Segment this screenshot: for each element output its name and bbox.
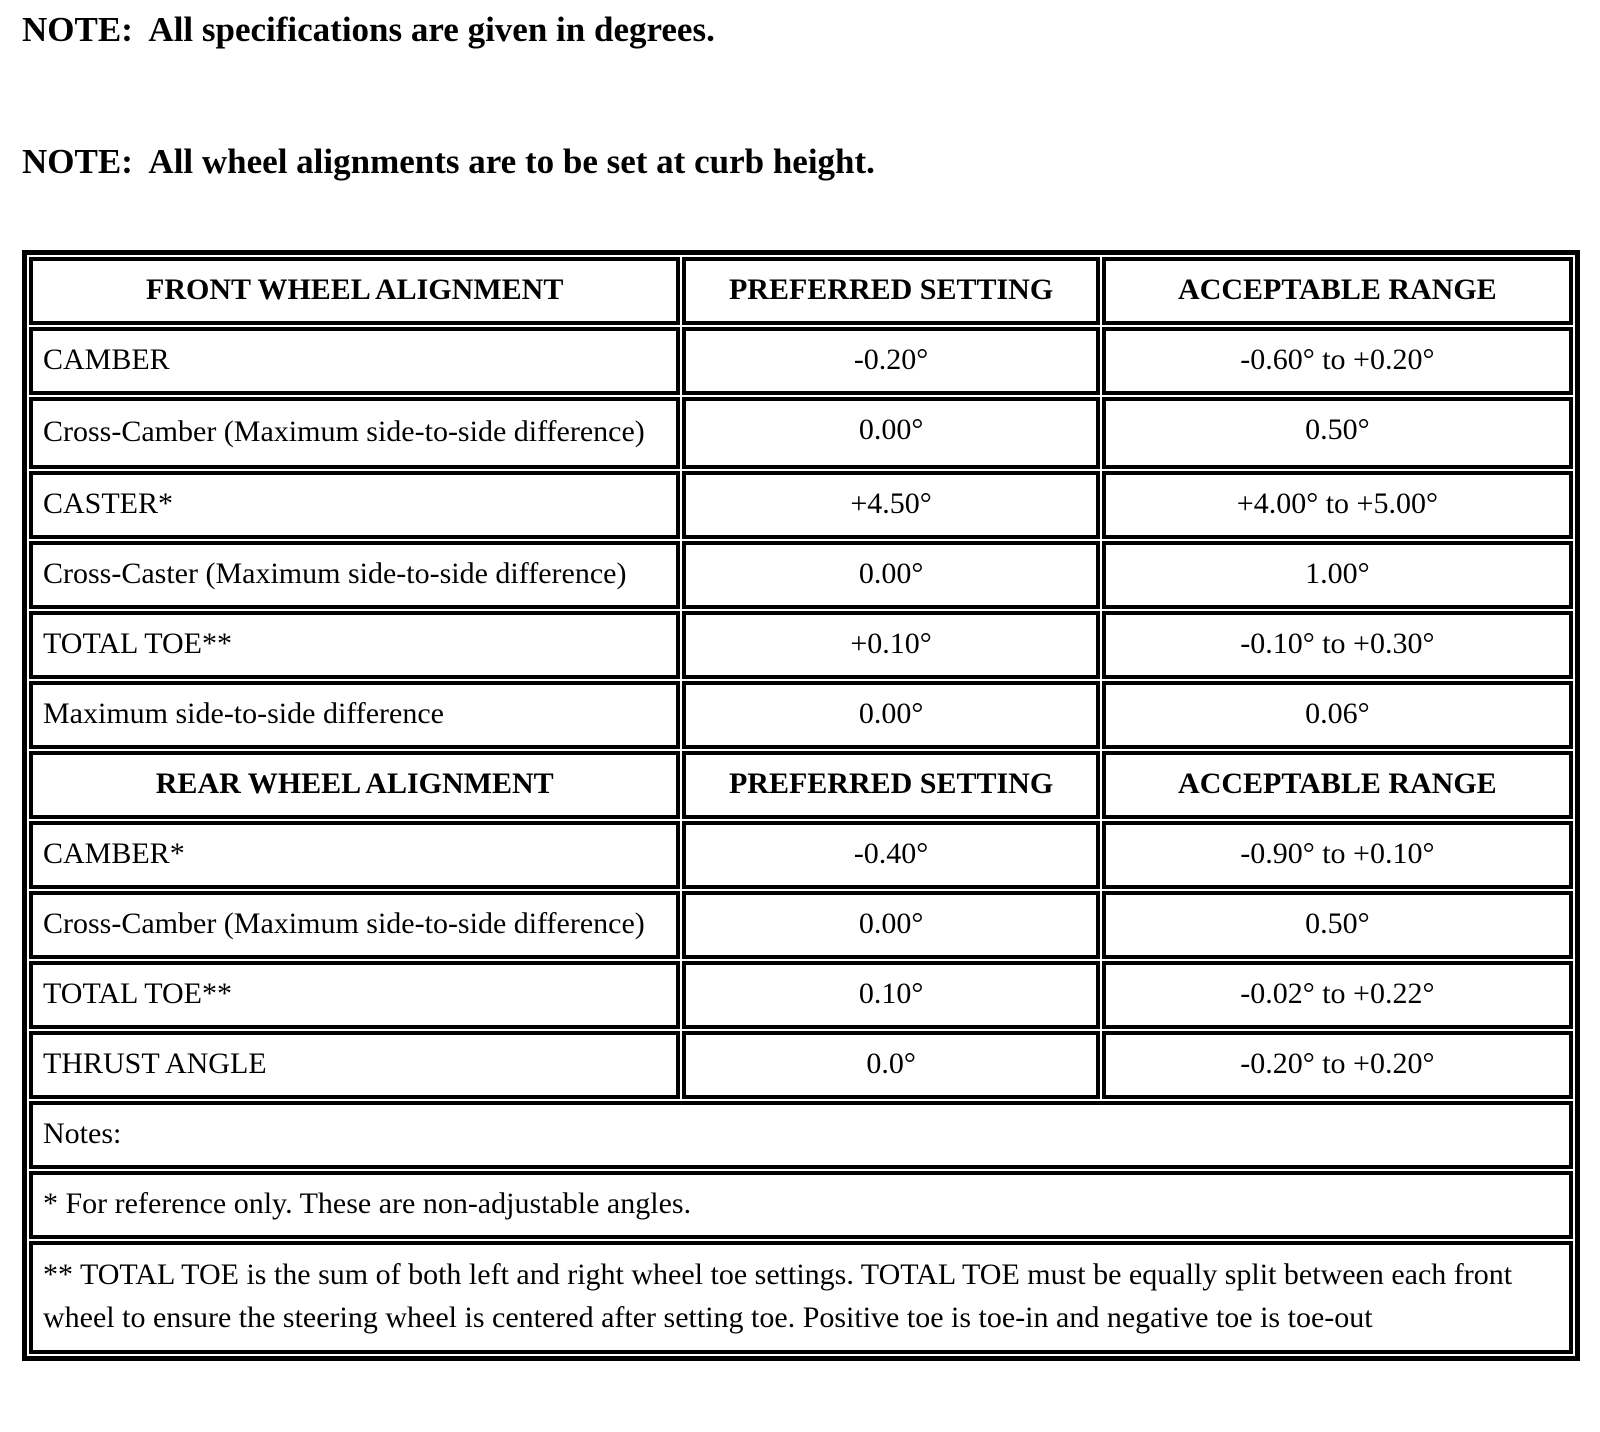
preferred-value: -0.20° (682, 327, 1099, 395)
range-value: -0.20° to +0.20° (1102, 1031, 1573, 1099)
table-row-front-camber (29, 327, 1573, 395)
preferred-value: -0.40° (682, 821, 1099, 889)
front-preferred-setting-header: PREFERRED SETTING (682, 257, 1099, 325)
preferred-value: 0.00° (682, 681, 1099, 749)
preferred-value: 0.0° (682, 1031, 1099, 1099)
row-label: Maximum side-to-side difference (29, 681, 680, 749)
row-label: CAMBER* (29, 821, 680, 889)
note-specifications-degrees: NOTE: All specifications are given in degrees. (22, 10, 715, 49)
alignment-spec-table (22, 250, 1580, 1361)
note-curb-height: NOTE: All wheel alignments are to be set at curb height. (22, 141, 875, 181)
range-value: 0.50° (1102, 891, 1573, 959)
range-value: -0.90° to +0.10° (1102, 821, 1573, 889)
rear-section-title: REAR WHEEL ALIGNMENT (29, 751, 680, 819)
range-value: -0.60° to +0.20° (1102, 327, 1573, 395)
table-row-front-cross-caster (29, 541, 1573, 609)
row-label: CAMBER (29, 327, 680, 395)
preferred-value: 0.00° (682, 541, 1099, 609)
total-toe-note: ** TOTAL TOE is the sum of both left and right wheel toe settings. TOTAL TOE must be equally split between each front wheel to ensure the steering wheel is centered after setting toe. Positive toe is toe-in and negative toe is toe-out (29, 1241, 1573, 1354)
table-row-rear-camber (29, 821, 1573, 889)
table-row-rear-thrust-angle (29, 1031, 1573, 1099)
table-row-rear-total-toe (29, 961, 1573, 1029)
range-value: 0.50° (1102, 397, 1573, 469)
row-label: TOTAL TOE** (29, 961, 680, 1029)
table-row-front-caster (29, 471, 1573, 539)
preferred-value: +0.10° (682, 611, 1099, 679)
rear-preferred-setting-header: PREFERRED SETTING (682, 751, 1099, 819)
table-row-front-total-toe (29, 611, 1573, 679)
front-section-title: FRONT WHEEL ALIGNMENT (29, 257, 680, 325)
preferred-value: +4.50° (682, 471, 1099, 539)
table-row-front-max-side-diff (29, 681, 1573, 749)
notes-label: Notes: (29, 1101, 1573, 1169)
front-header-row (29, 257, 1573, 325)
table-row-front-cross-camber (29, 397, 1573, 469)
reference-note: * For reference only. These are non-adjustable angles. (29, 1171, 1573, 1239)
rear-acceptable-range-header: ACCEPTABLE RANGE (1102, 751, 1573, 819)
table-row-notes-label (29, 1101, 1573, 1169)
range-value: -0.02° to +0.22° (1102, 961, 1573, 1029)
range-value: +4.00° to +5.00° (1102, 471, 1573, 539)
table-row-toe-note (29, 1241, 1573, 1354)
range-value: -0.10° to +0.30° (1102, 611, 1573, 679)
preferred-value: 0.00° (682, 397, 1099, 469)
row-label: Cross-Camber (Maximum side-to-side difference) (29, 397, 680, 469)
row-label: Cross-Camber (Maximum side-to-side difference) (29, 891, 680, 959)
table-row-reference-note (29, 1171, 1573, 1239)
preferred-value: 0.10° (682, 961, 1099, 1029)
row-label: TOTAL TOE** (29, 611, 680, 679)
row-label: Cross-Caster (Maximum side-to-side difference) (29, 541, 680, 609)
range-value: 0.06° (1102, 681, 1573, 749)
range-value: 1.00° (1102, 541, 1573, 609)
rear-header-row (29, 751, 1573, 819)
front-acceptable-range-header: ACCEPTABLE RANGE (1102, 257, 1573, 325)
table-row-rear-cross-camber (29, 891, 1573, 959)
row-label: THRUST ANGLE (29, 1031, 680, 1099)
preferred-value: 0.00° (682, 891, 1099, 959)
row-label: CASTER* (29, 471, 680, 539)
